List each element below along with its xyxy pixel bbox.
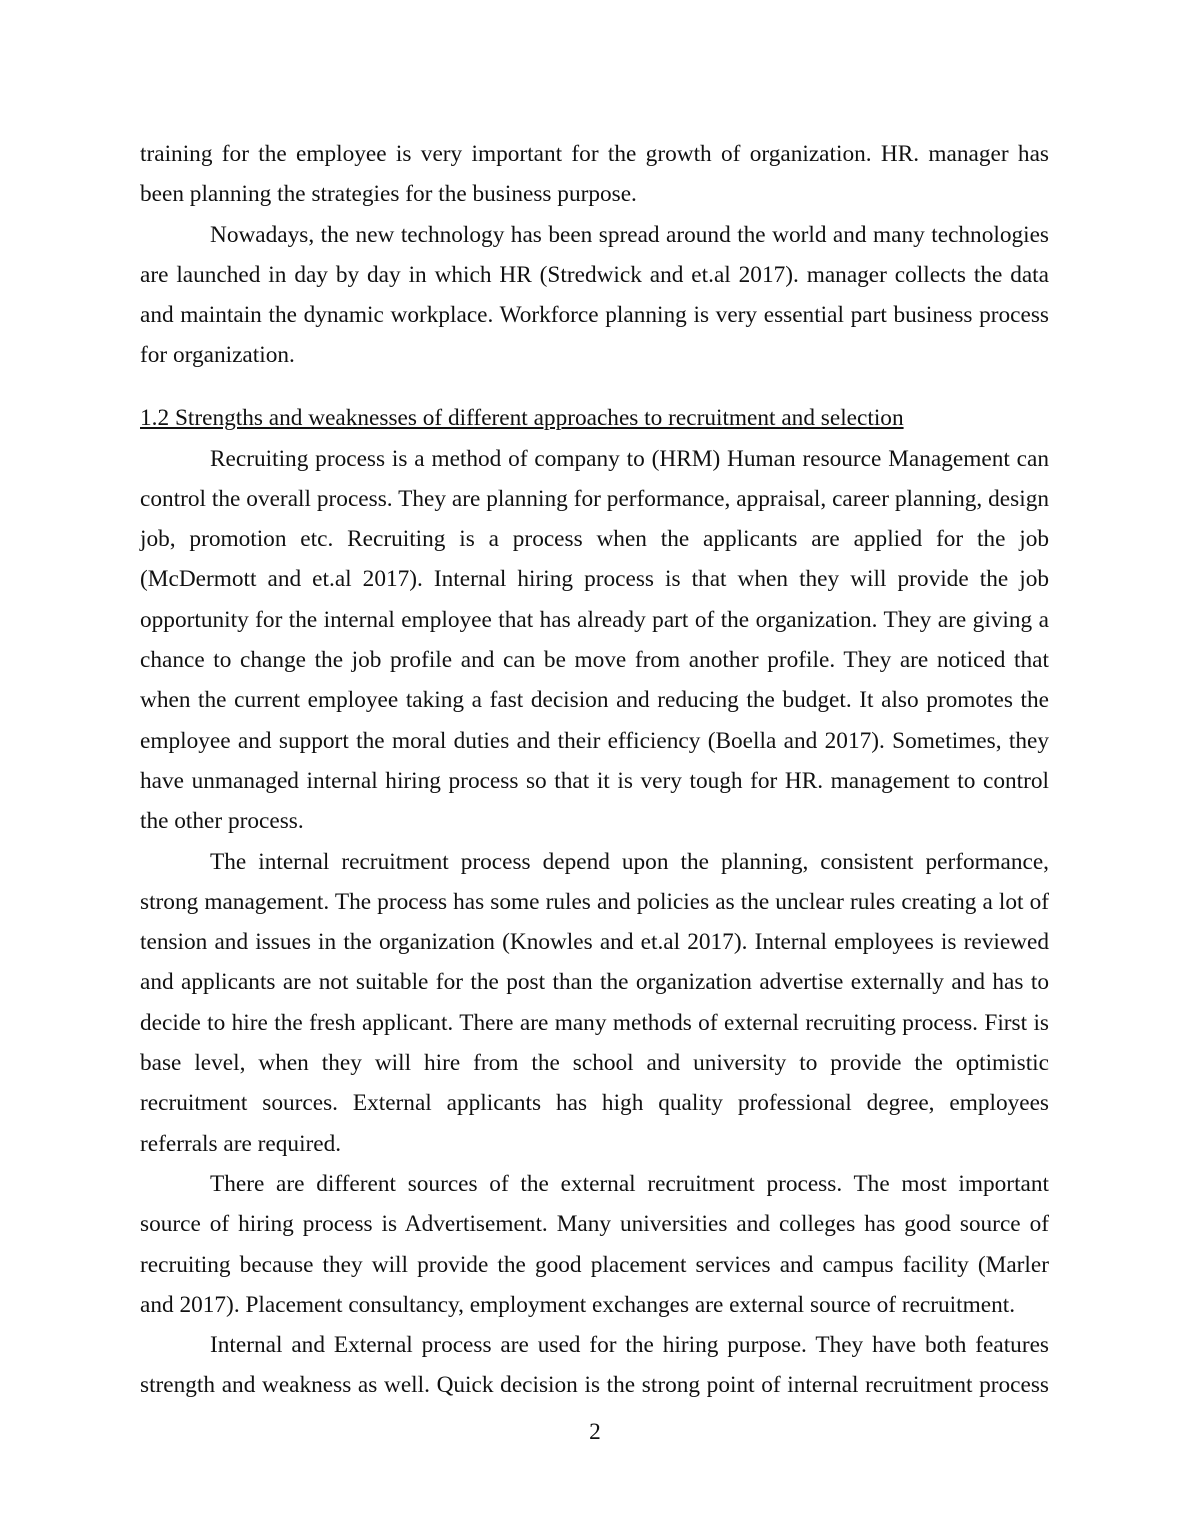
section-heading	[140, 398, 1049, 438]
text-line: are launched in day by day in which HR (Stredwick and et.al 2017). manager collects the data	[140, 261, 1049, 288]
text-line: job, promotion etc. Recruiting is a process when the applicants are applied for the job	[140, 526, 1049, 553]
paragraph	[140, 1325, 1049, 1406]
text-line: chance to change the job profile and can be move from another profile. They are noticed that	[140, 647, 1049, 674]
text-line: source of hiring process is Advertisement. Many universities and colleges has good source of	[140, 1211, 1049, 1238]
paragraph	[140, 134, 1049, 215]
text-line: opportunity for the internal employee that has already part of the organization. They are giving a	[140, 606, 1049, 633]
text-line: and applicants are not suitable for the post than the organization advertise externally and has to	[140, 969, 1049, 996]
text-line: strength and weakness as well. Quick decision is the strong point of internal recruitment process	[140, 1372, 1049, 1399]
text-line: when the current employee taking a fast decision and reducing the budget. It also promotes the	[140, 687, 1049, 714]
text-line: training for the employee is very important for the growth of organization. HR. manager has	[140, 141, 1049, 167]
text-line: base level, when they will hire from the school and university to provide the optimistic	[140, 1050, 1049, 1077]
text-line: decide to hire the fresh applicant. There are many methods of external recruiting process. First is	[140, 1009, 1049, 1036]
text-line: recruiting because they will provide the good placement services and campus facility (Marler	[140, 1251, 1049, 1278]
text-line: tension and issues in the organization (Knowles and et.al 2017). Internal employees is reviewed	[140, 929, 1049, 956]
text-line: control the overall process. They are planning for performance, appraisal, career planning, design	[140, 485, 1049, 512]
text-line: The internal recruitment process depend upon the planning, consistent performance,	[210, 848, 1049, 875]
page-number: 2	[589, 1419, 601, 1445]
paragraph	[140, 215, 1049, 376]
text-line: recruitment sources. External applicants has high quality professional degree, employees	[140, 1090, 1049, 1117]
paragraph	[140, 842, 1049, 1164]
text-line: the other process.	[140, 808, 304, 835]
text-line: have unmanaged internal hiring process so that it is very tough for HR. management to control	[140, 767, 1049, 794]
text-line: for organization.	[140, 342, 295, 369]
text-line: and maintain the dynamic workplace. Workforce planning is very essential part business process	[140, 302, 1049, 329]
text-line: 1.2 Strengths and weaknesses of different approaches to recruitment and selection	[140, 405, 904, 432]
text-line: Internal and External process are used for the hiring purpose. They have both features	[210, 1332, 1049, 1359]
text-line: referrals are required.	[140, 1130, 342, 1157]
text-line: There are different sources of the external recruitment process. The most important	[210, 1170, 1049, 1197]
text-line: and 2017). Placement consultancy, employment exchanges are external source of recruitment.	[140, 1291, 1016, 1318]
text-line: Nowadays, the new technology has been spread around the world and many technologies	[210, 221, 1049, 248]
text-line: employee and support the moral duties and their efficiency (Boella and 2017). Sometimes, they	[140, 727, 1049, 754]
paragraph	[140, 1164, 1049, 1325]
text-line: Recruiting process is a method of company to (HRM) Human resource Management can	[210, 445, 1049, 472]
paragraph	[140, 439, 1049, 842]
text-line: strong management. The process has some rules and policies as the unclear rules creating a lot of	[140, 888, 1049, 915]
text-line: been planning the strategies for the business purpose.	[140, 181, 637, 208]
text-line: (McDermott and et.al 2017). Internal hiring process is that when they will provide the job	[140, 566, 1049, 593]
document-body	[140, 134, 1049, 1406]
